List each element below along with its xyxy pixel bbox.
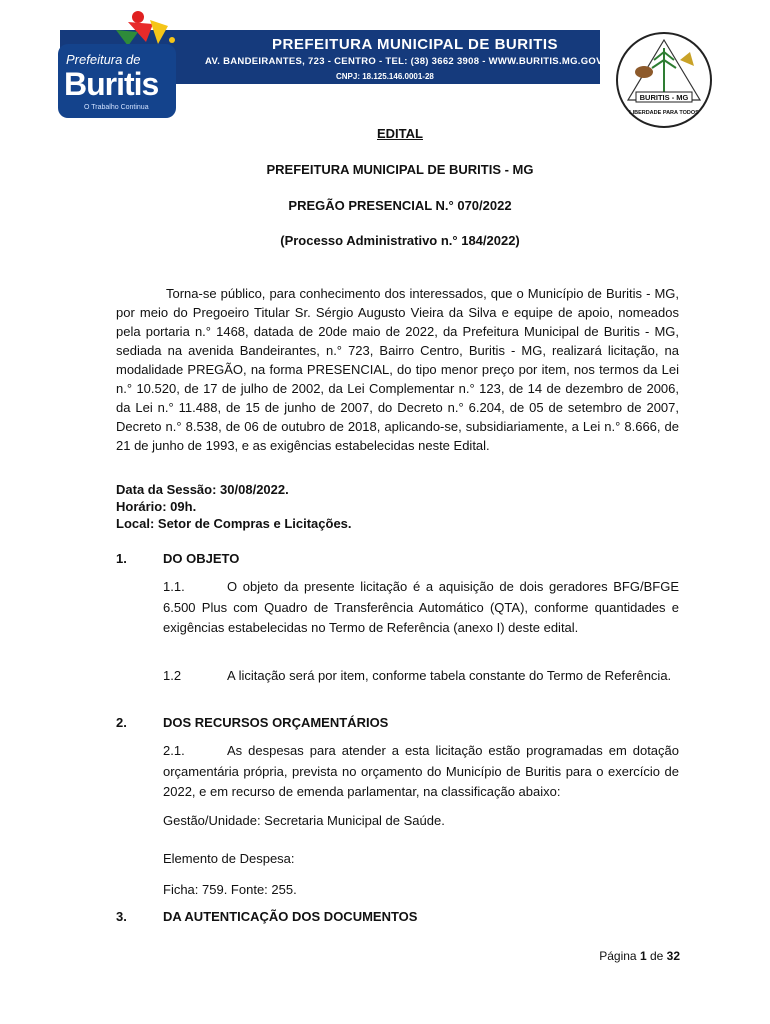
clause-1-2-number: 1.2 <box>163 668 182 683</box>
clause-2-1-number: 2.1. <box>163 743 185 758</box>
section-1-title: DO OBJETO <box>163 551 240 566</box>
section-2-number: 2. <box>116 715 127 730</box>
header-address: AV. BANDEIRANTES, 723 - CENTRO - TEL: (38) 3662 3908 - WWW.BURITIS.MG.GOV.BR <box>205 56 620 67</box>
section-2-title: DOS RECURSOS ORÇAMENTÁRIOS <box>163 715 389 730</box>
org-name: PREFEITURA MUNICIPAL DE BURITIS - MG <box>266 162 534 177</box>
budget-ficha: Ficha: 759. Fonte: 255. <box>163 882 297 897</box>
seal-name: BURITIS - MG <box>639 93 689 102</box>
section-3-title: DA AUTENTICAÇÃO DOS DOCUMENTOS <box>163 909 418 924</box>
session-location: Local: Setor de Compras e Licitações. <box>116 516 352 531</box>
page-number <box>560 949 680 963</box>
session-date: Data da Sessão: 30/08/2022. <box>116 482 289 497</box>
header-cnpj: CNPJ: 18.125.146.0001-28 <box>336 72 434 81</box>
intro-paragraph: Torna-se público, para conhecimento dos interessados, que o Município de Buritis - MG, por meio do Pregoeiro Titular Sr. Sérgio Augusto Vieira da Silva e equipe de apoio, nomeados pela portaria n.° 1468, datada de 20de maio de 2022, da Prefeitura Municipal de Buritis - MG, sediada na avenida Bandeirantes, n.° 723, Bairro Centro, Buritis - MG, realizará licitação, na modalidade PREGÃO, na forma PRESENCIAL, do tipo menor preço por item, nos termos da Lei n.° 10.520, de 17 de julho de 2002, da Lei Complementar n.° 123, de 14 de dezembro de 2006, da Lei n.° 11.488, de 15 de junho de 2007, do Decreto n.° 6.204, de 05 de setembro de 2007, Decreto n.° 8.538, de 06 de outubro de 2018, aplicando-se, subsidiariamente, a Lei n.° 8.666, de 21 de junho de 1993, e as exigências estabelecidas neste Edital. <box>116 286 679 453</box>
section-3-number: 3. <box>116 909 127 924</box>
processo-number: (Processo Administrativo n.° 184/2022) <box>280 233 520 248</box>
budget-unit: Gestão/Unidade: Secretaria Municipal de Saúde. <box>163 813 445 828</box>
logo-small-text: Prefeitura de <box>66 52 141 67</box>
clause-1-2 <box>163 666 679 687</box>
clause-2-1 <box>163 741 679 803</box>
session-time: Horário: 09h. <box>116 499 197 514</box>
clause-1-1-text: O objeto da presente licitação é a aquisição de dois geradores BFG/BFGE 6.500 Plus com Quadro de Transferência Automático (QTA), conforme quantidades e exigências estabelecidas no Termo de Referência (anexo I) deste edital. <box>163 579 679 635</box>
page-total: 32 <box>666 949 680 963</box>
pregao-number: PREGÃO PRESENCIAL N.° 070/2022 <box>288 198 512 213</box>
page-mid: de <box>646 949 667 963</box>
logo-tagline: O Trabalho Continua <box>84 104 149 111</box>
clause-1-1-number: 1.1. <box>163 579 185 594</box>
section-1-number: 1. <box>116 551 127 566</box>
clause-1-2-text: A licitação será por item, conforme tabela constante do Termo de Referência. <box>227 668 672 683</box>
logo-big-text: Buritis <box>64 66 159 102</box>
clause-1-1 <box>163 577 679 639</box>
page-prefix: Página <box>599 949 640 963</box>
header-title: PREFEITURA MUNICIPAL DE BURITIS <box>272 36 559 53</box>
page-current: 1 <box>639 949 647 963</box>
letterhead <box>0 0 770 125</box>
prefeitura-logo <box>58 10 178 118</box>
seal-motto: LIBERDADE PARA TODOS <box>629 110 699 116</box>
budget-element: Elemento de Despesa: <box>163 851 295 866</box>
clause-2-1-text: As despesas para atender a esta licitação estão programadas em dotação orçamentária própria, prevista no orçamento do Município de Buritis para o exercício de 2022, e em recurso de emenda parlamentar, na classificação abaixo: <box>163 743 679 799</box>
document-title: EDITAL <box>377 126 423 141</box>
municipal-seal-icon <box>614 30 714 130</box>
